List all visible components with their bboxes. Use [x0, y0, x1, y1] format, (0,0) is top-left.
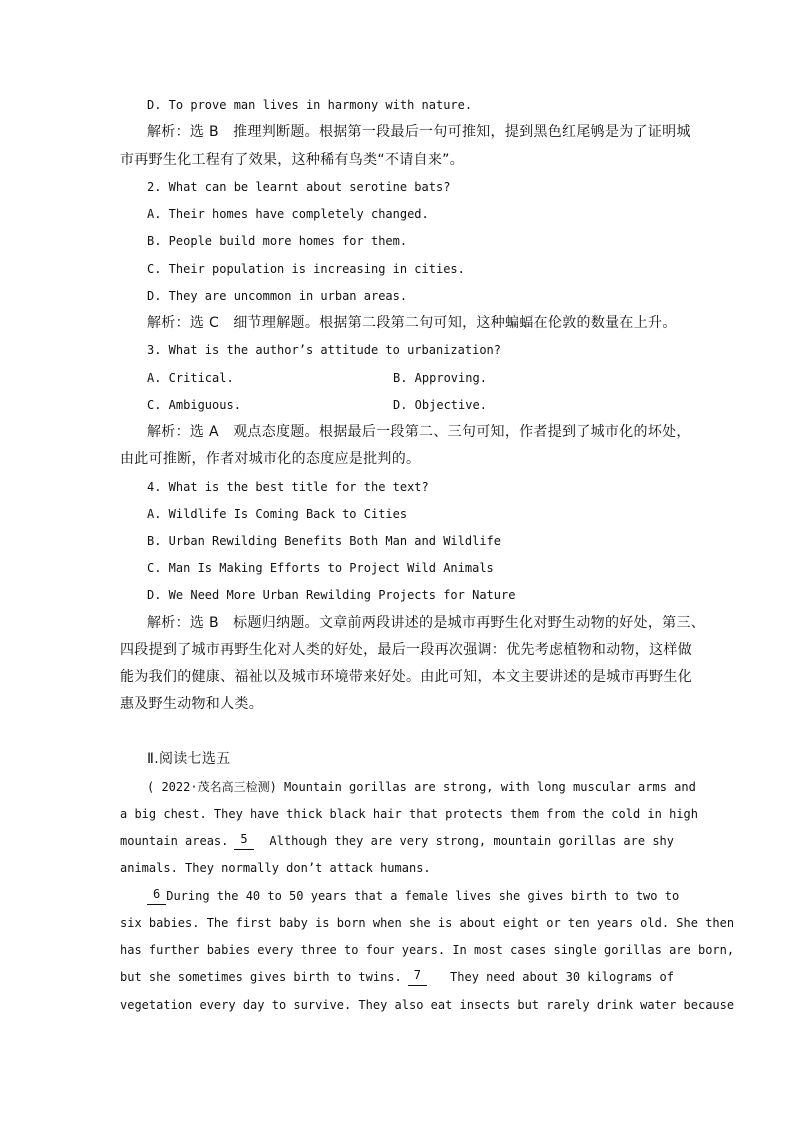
q1-option-d: D. To prove man lives in harmony with nature.: [147, 98, 473, 112]
q2-option-a: A. Their homes have completely changed.: [147, 207, 429, 221]
q4-option-a: A. Wildlife Is Coming Back to Cities: [147, 507, 408, 521]
passage-line4: animals. They normally don’t attack humans.: [120, 861, 431, 875]
q3-option-a: A. Critical.: [147, 371, 234, 385]
passage-line1: ( 2022·茂名高三检测) Mountain gorillas are strong, with long muscular arms and: [147, 780, 696, 794]
passage-line8-end: They need about 30 kilograms of: [450, 970, 674, 984]
q1-analysis-line2: 市再野生化工程有了效果，这种稀有鸟类“不请自来”。: [120, 152, 465, 168]
q4-question: 4. What is the best title for the text?: [147, 480, 429, 494]
q2-option-c: C. Their population is increasing in cities.: [147, 262, 465, 276]
q2-analysis: 解析：选 C 细节理解题。根据第二段第二句可知，这种蝙蝠在伦敦的数量在上升。: [147, 315, 677, 331]
q2-question: 2. What can be learnt about serotine bats?: [147, 180, 451, 194]
passage-line3-end: Although they are very strong, mountain gorillas are shy: [269, 834, 674, 848]
q3-analysis-line2: 由此可推断，作者对城市化的态度应是批判的。: [120, 451, 421, 467]
passage-line5-text: During the 40 to 50 years that a female lives she gives birth to two to: [166, 889, 680, 903]
q3-option-b: B. Approving.: [393, 371, 487, 385]
passage-line3-start: mountain areas.: [120, 834, 229, 848]
blank-7[interactable]: 7: [408, 968, 427, 986]
q4-analysis-line2: 四段提到了城市再野生化对人类的好处，最后一段再次强调：优先考虑植物和动物，这样做: [120, 642, 692, 658]
q4-option-b: B. Urban Rewilding Benefits Both Man and Wildlife: [147, 534, 502, 548]
blank-6[interactable]: 6: [147, 887, 166, 905]
passage-line5: [147, 887, 680, 905]
blank-5[interactable]: 5: [234, 832, 253, 850]
passage-line8: [120, 968, 674, 986]
q4-analysis-line1: 解析：选 B 标题归纳题。文章前两段讲述的是城市再野生化对野生动物的好处，第三、: [147, 615, 706, 631]
q4-option-c: C. Man Is Making Efforts to Project Wild Animals: [147, 561, 494, 575]
passage-line8-start: but she sometimes gives birth to twins.: [120, 970, 402, 984]
q3-option-d: D. Objective.: [393, 398, 487, 412]
q2-option-d: D. They are uncommon in urban areas.: [147, 289, 408, 303]
passage-line6: six babies. The first baby is born when she is about eight or ten years old. She then: [120, 916, 735, 930]
passage-line3: [120, 832, 674, 850]
q3-question: 3. What is the author’s attitude to urbanization?: [147, 343, 502, 357]
passage-line9: vegetation every day to survive. They also eat insects but rarely drink water because: [120, 998, 735, 1012]
q4-option-d: D. We Need More Urban Rewilding Projects for Nature: [147, 588, 516, 602]
q4-analysis-line4: 惠及野生动物和人类。: [120, 696, 263, 712]
passage-line7: has further babies every three to four years. In most cases single gorillas are born,: [120, 943, 735, 957]
q2-option-b: B. People build more homes for them.: [147, 234, 408, 248]
passage-line2: a big chest. They have thick black hair that protects them from the cold in high: [120, 807, 698, 821]
q4-analysis-line3: 能为我们的健康、福祉以及城市环境带来好处。由此可知，本文主要讲述的是城市再野生化: [120, 669, 692, 685]
q3-analysis-line1: 解析：选 A 观点态度题。根据最后一段第二、三句可知，作者提到了城市化的坏处，: [147, 424, 691, 440]
q1-analysis-line1: 解析：选 B 推理判断题。根据第一段最后一句可推知，提到黑色红尾鸲是为了证明城: [147, 124, 691, 140]
section-heading: Ⅱ.阅读七选五: [147, 751, 231, 767]
q3-option-c: C. Ambiguous.: [147, 398, 241, 412]
